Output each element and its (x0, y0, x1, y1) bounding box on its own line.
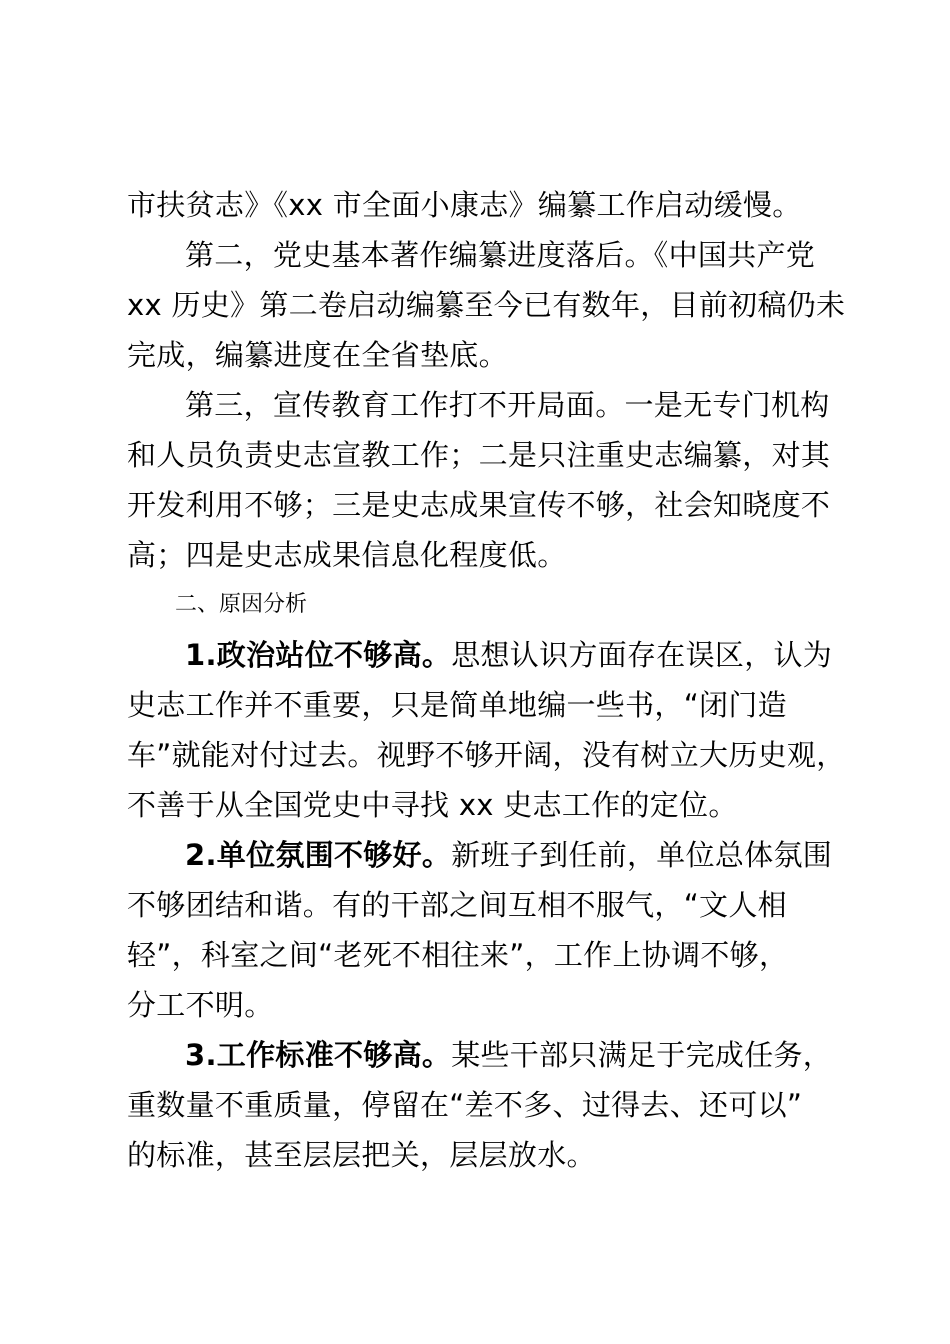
text-line: 第二，党史基本著作编纂进度落后。《中国共产党 (185, 238, 816, 272)
text-line: 第三，宣传教育工作打不开局面。一是无专门机构 (185, 388, 830, 422)
text-line: 开发利用不够；三是史志成果宣传不够，社会知晓度不 (127, 488, 831, 522)
paragraph-second (127, 230, 846, 380)
text-line: 重数量不重质量，停留在“差不多、过得去、还可以” (127, 1088, 803, 1122)
item-title: 1.政治站位不够高。 (185, 638, 452, 672)
item-title: 2.单位氛围不够好。 (185, 838, 452, 872)
text-line: 不善于从全国党史中寻找 xx 史志工作的定位。 (127, 788, 738, 822)
text-line: 史志工作并不重要，只是简单地编一些书，“闭门造 (127, 688, 787, 722)
paragraph-third (127, 380, 835, 580)
paragraph-intro (127, 180, 835, 230)
text-line (127, 630, 835, 680)
item-political-stance (127, 630, 846, 830)
item-text: 某些干部只满足于完成任务， (451, 1038, 833, 1072)
item-title: 3.工作标准不够高。 (185, 1038, 452, 1072)
item-text: 思想认识方面存在误区，认为 (451, 638, 833, 672)
text-line: 不够团结和谐。有的干部之间互相不服气，“文人相 (127, 888, 787, 922)
text-line: xx 历史》第二卷启动编纂至今已有数年，目前初稿仍未 (127, 288, 846, 322)
item-unit-atmosphere (127, 830, 835, 1030)
text-line: 和人员负责史志宣教工作；二是只注重史志编纂，对其 (127, 438, 831, 472)
text-line: 市扶贫志》《xx 市全面小康志》编纂工作启动缓慢。 (127, 188, 802, 222)
document-page (127, 180, 846, 1180)
text-line: 轻”，科室之间“老死不相往来”，工作上协调不够， (127, 938, 789, 972)
section-heading: 二、原因分析 (175, 592, 308, 617)
item-text: 新班子到任前，单位总体氛围 (451, 838, 833, 872)
text-line: 分工不明。 (127, 988, 274, 1022)
item-work-standard (127, 1030, 835, 1180)
text-line: 完成，编纂进度在全省垫底。 (127, 338, 508, 372)
text-line: 车”就能对付过去。视野不够开阔，没有树立大历史观， (127, 738, 846, 772)
text-line (127, 1030, 835, 1080)
text-line: 高；四是史志成果信息化程度低。 (127, 538, 567, 572)
text-line (127, 830, 835, 880)
text-line: 的标准，甚至层层把关，层层放水。 (127, 1138, 596, 1172)
